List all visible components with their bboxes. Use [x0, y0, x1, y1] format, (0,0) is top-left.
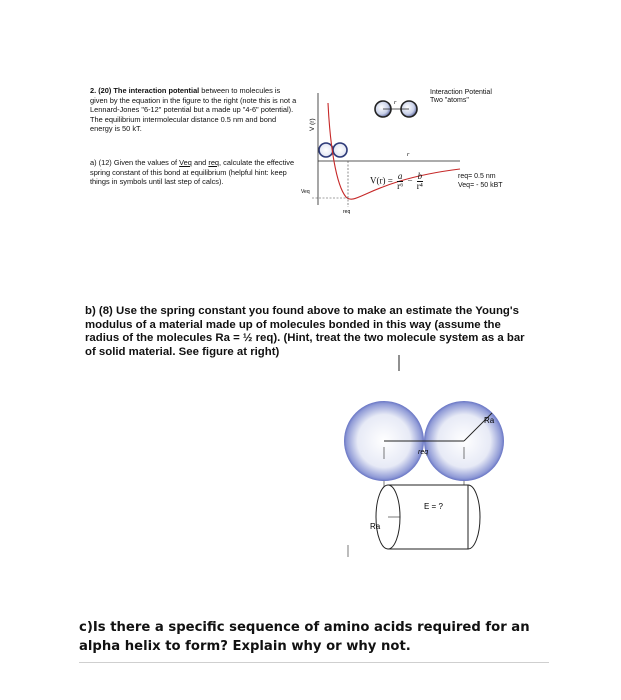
cylinder-end-right [468, 485, 480, 549]
problem-intro [90, 86, 298, 134]
r-axis-label: r [407, 152, 410, 158]
youngs-modulus-label: E = ? [424, 502, 443, 511]
req-term: req [208, 158, 220, 167]
ra-bottom-label: Ra [370, 522, 381, 531]
problem-number: 2. (20) The interaction potential [90, 86, 200, 95]
r-label-molecules: r [394, 100, 397, 106]
part-a-text: a) (12) Given the values of Veq and req, calculate the effective spring constant of this bond at equilibrium (helpful hint: keep things in symbols until last step of calcs). [90, 158, 295, 187]
potential-figure [300, 85, 530, 215]
eq-molecule-left-icon [319, 143, 333, 157]
stray-mark [396, 354, 402, 372]
part-c-text: c)Is there a specific sequence of amino acids required for an alpha helix to form? Explain why or why not. [79, 620, 530, 654]
req-bottom-label: req [418, 449, 429, 456]
bar-figure [300, 385, 530, 570]
given-values: req= 0.5 nm Veq= - 50 kBT [458, 173, 503, 189]
problem-intro-text: between to molecules is given by the equation in the figure to the right (note this is not a Lennard-Jones "6-12" potential but a made up "4-6" potential). The equilibrium intermolecular distance 0.5 nm and bond energy is 50 kT. [90, 86, 297, 134]
veq-axis-label: Veq [301, 189, 310, 195]
frac-a: $\frac{a}{\text{r⁶}}$ [397, 171, 404, 191]
eq-molecule-right-icon [333, 143, 347, 157]
frac-b: $\frac{b}{\text{r⁴}}$ [416, 171, 423, 191]
veq-term: Veq [179, 158, 192, 167]
part-b-text: b) (8) Use the spring constant you found above to make an estimate the Young's modulus of a material made up of molecules bonded in this way (assume the radius of the molecules Ra = ½ req). (Hint, treat the two molecule system as a bar of solid material. See figure at right) [85, 305, 525, 358]
figure-title: Interaction Potential Two "atoms" [430, 89, 492, 104]
v-axis-label: V (r) [309, 118, 316, 131]
divider [79, 662, 549, 663]
potential-equation: V(r) = $\frac{a}{\text{r⁶}}$ − $\frac{b}{\text{r⁴}}$ [370, 171, 423, 191]
req-axis-label: req [343, 209, 351, 215]
ra-top-label: Ra [484, 416, 495, 425]
